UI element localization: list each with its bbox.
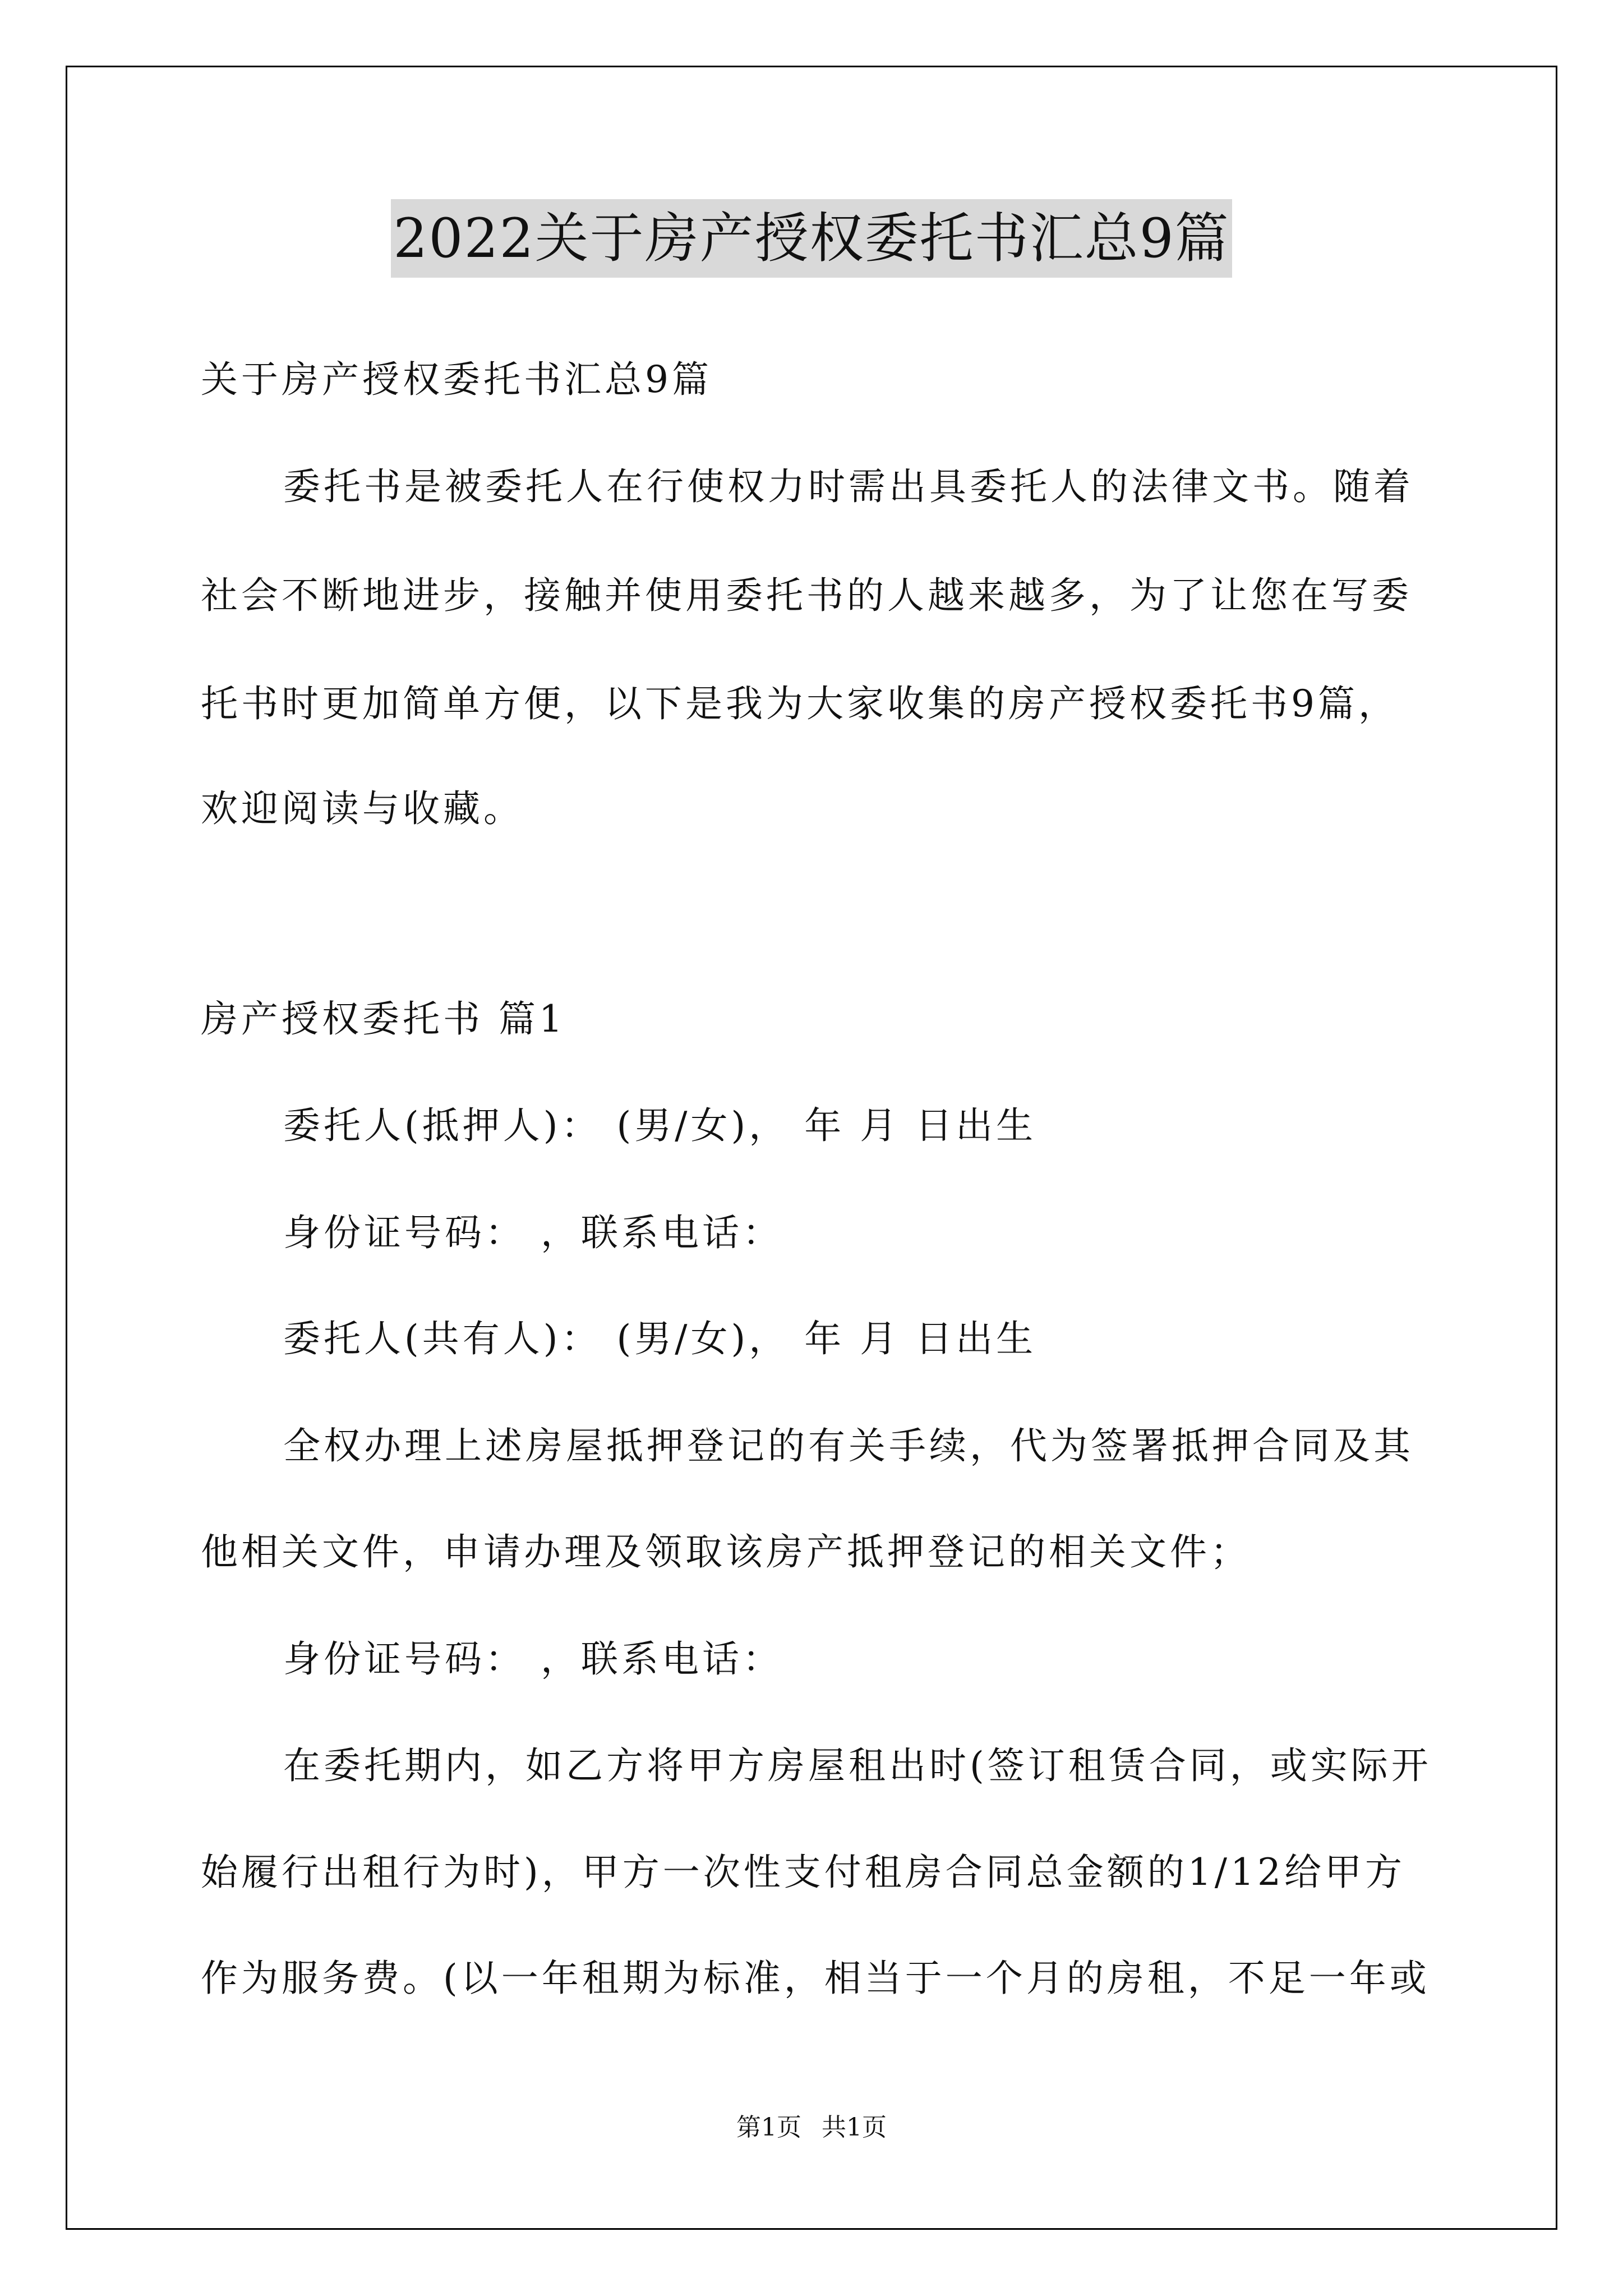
paragraph-line: 委托人(共有人)： (男/女)， 年 月 日出生: [283, 1317, 1037, 1360]
paragraph-line: 欢迎阅读与收藏。: [201, 787, 524, 830]
paragraph-line: 托书时更加简单方便，以下是我为大家收集的房产授权委托书9篇，: [201, 682, 1399, 725]
paragraph-line: 全权办理上述房屋抵押登记的有关手续，代为签署抵押合同及其: [283, 1424, 1414, 1467]
paragraph-line: 委托书是被委托人在行使权力时需出具委托人的法律文书。随着: [283, 465, 1414, 508]
paragraph-line: 作为服务费。(以一年租期为标准，相当于一个月的房租，不足一年或: [201, 1957, 1430, 2000]
page-footer: [0, 2111, 1623, 2145]
paragraph-line: 身份证号码： ，联系电话：: [283, 1637, 783, 1681]
paragraph-line: 在委托期内，如乙方将甲方房屋租出时(签订租赁合同，或实际开: [283, 1744, 1432, 1787]
paragraph-line: 他相关文件，申请办理及领取该房产抵押登记的相关文件；: [201, 1530, 1251, 1573]
paragraph-line: 委托人(抵押人)： (男/女)， 年 月 日出生: [283, 1104, 1037, 1147]
page-total: 共1页: [822, 2113, 887, 2142]
document-title: 2022关于房产授权委托书汇总9篇: [391, 199, 1232, 278]
paragraph-line: 身份证号码： ，联系电话：: [283, 1211, 783, 1254]
section-heading: 房产授权委托书 篇1: [201, 997, 566, 1041]
subtitle-line: 关于房产授权委托书汇总9篇: [201, 358, 712, 401]
paragraph-line: 社会不断地进步，接触并使用委托书的人越来越多，为了让您在写委: [201, 574, 1412, 617]
title-container: [0, 199, 1623, 278]
page-number: 第1页: [736, 2113, 801, 2142]
paragraph-line: 始履行出租行为时)，甲方一次性支付租房合同总金额的1/12给甲方: [201, 1851, 1405, 1894]
